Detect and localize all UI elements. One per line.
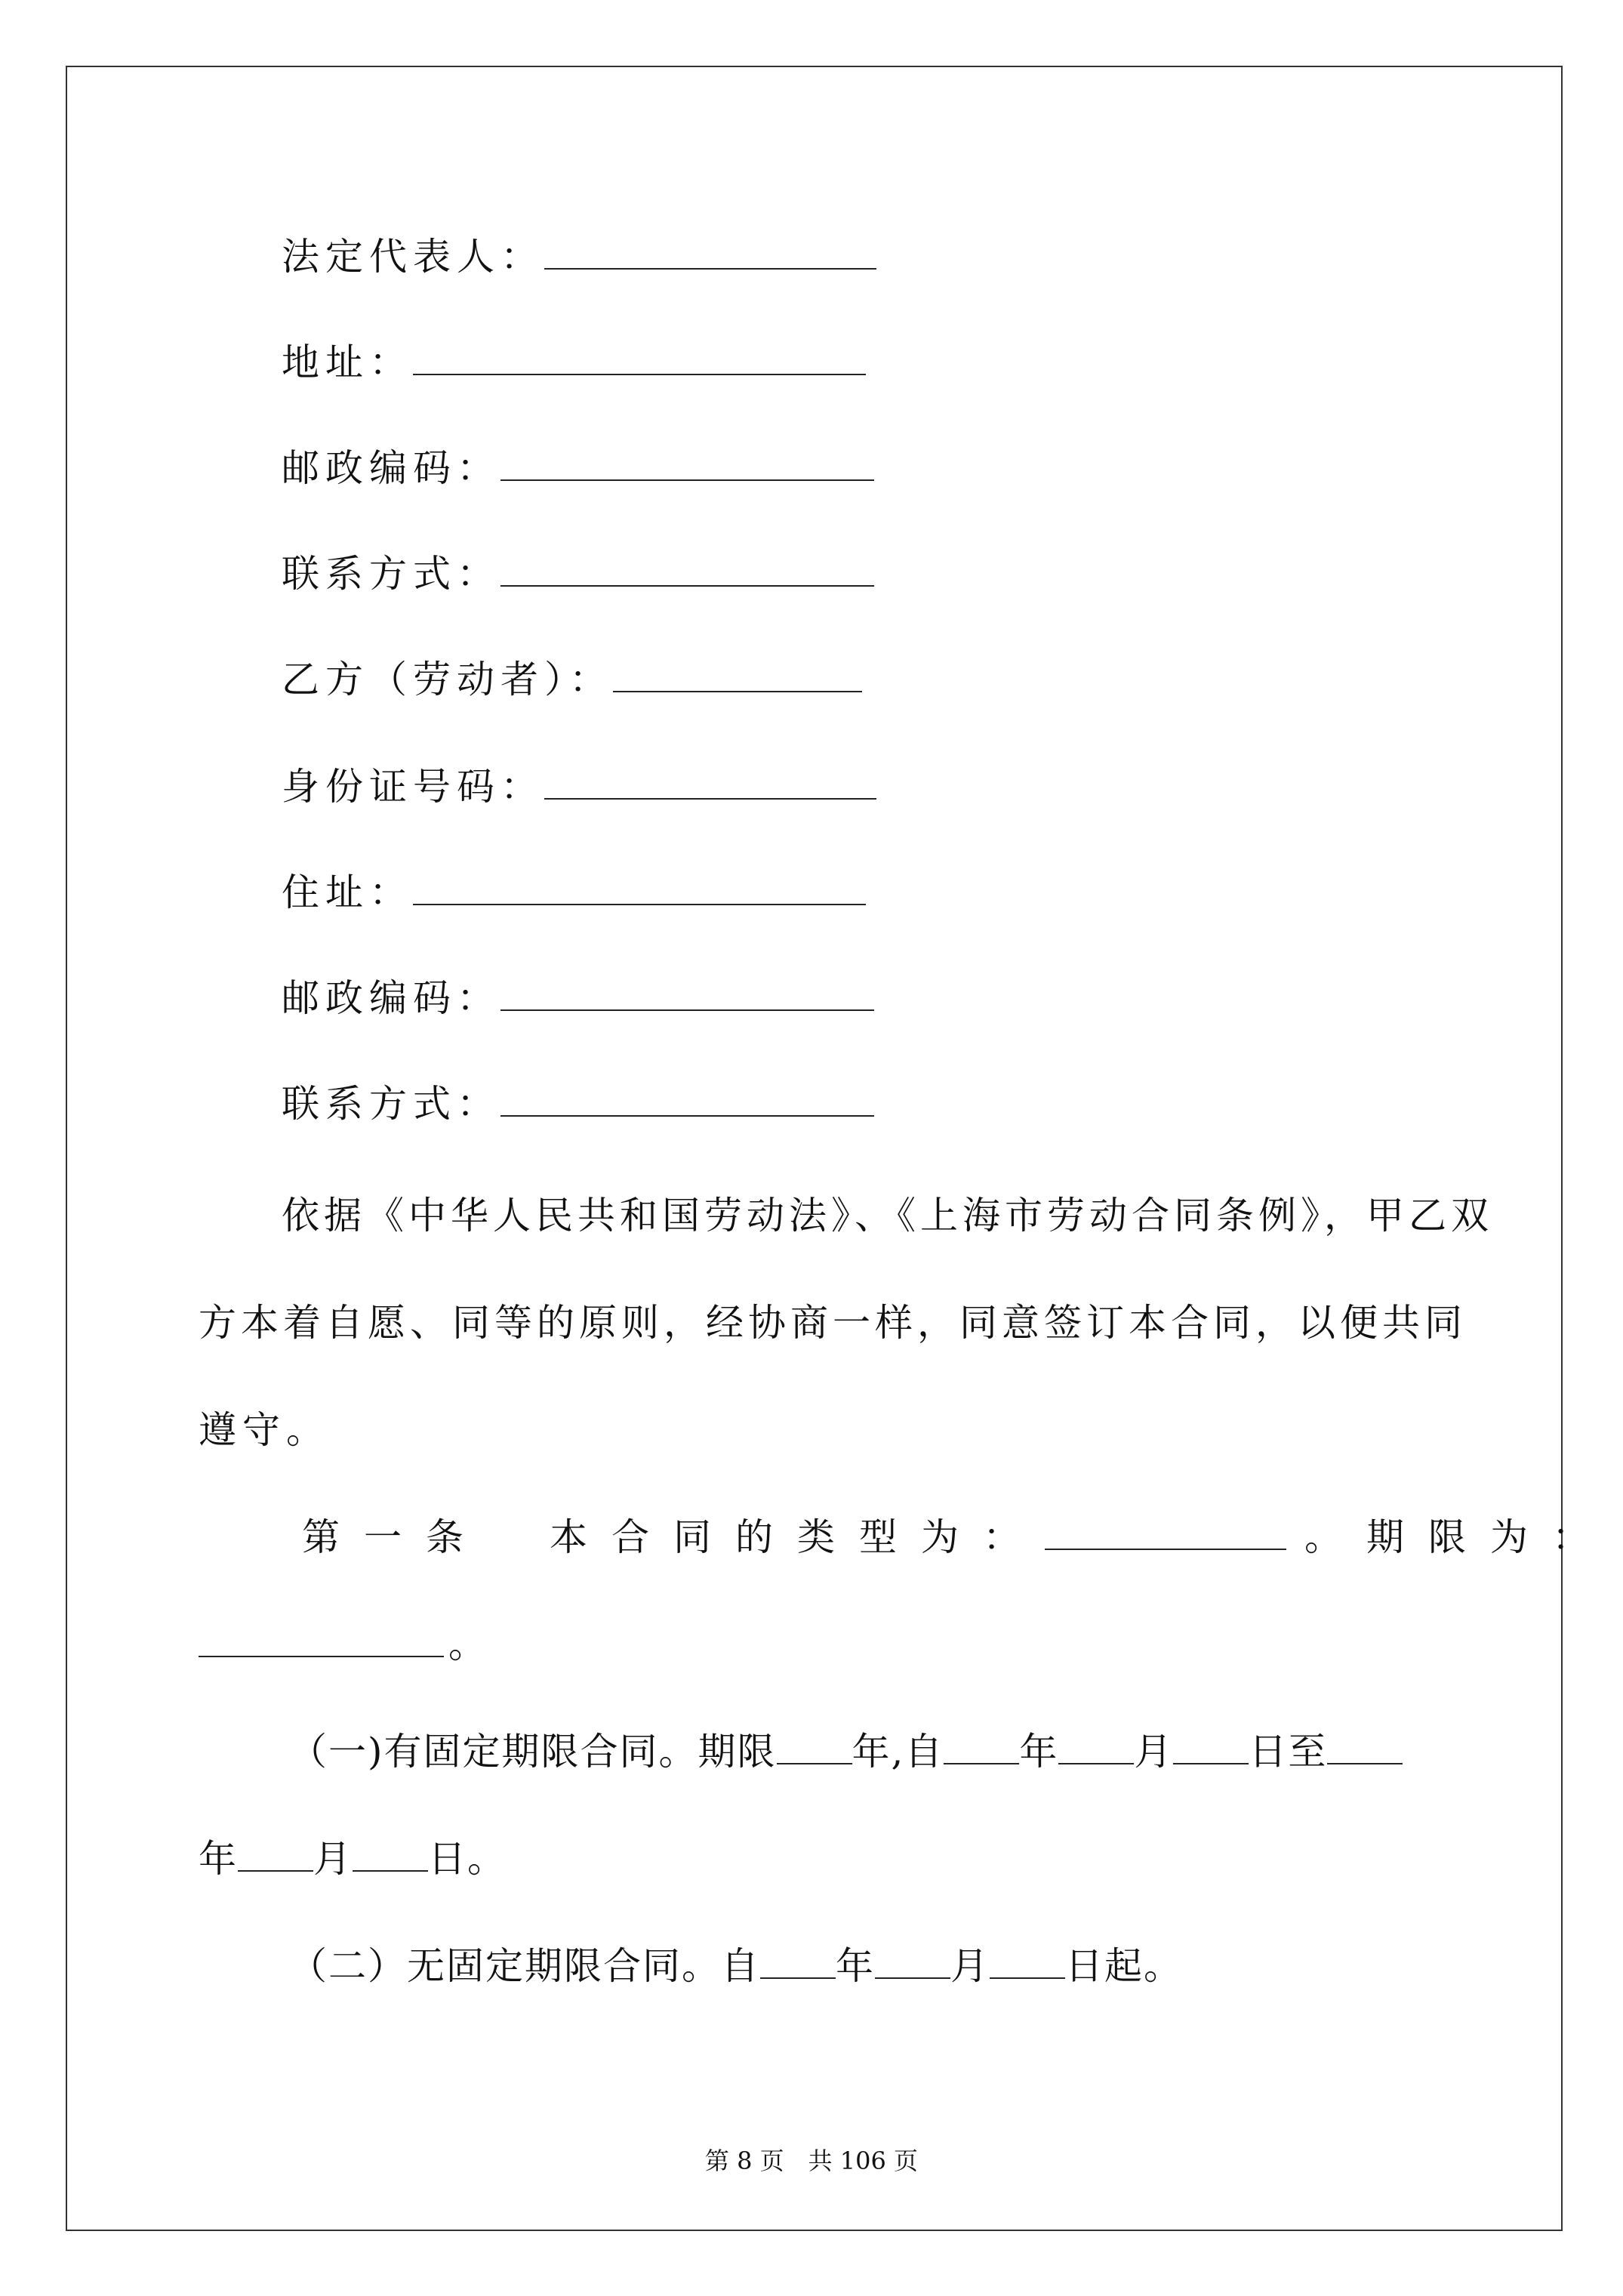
clause-1-d2: 日。 <box>428 1837 507 1881</box>
fill-blank[interactable] <box>1327 1730 1403 1764</box>
field-label: 法定代表人： <box>282 235 544 279</box>
fill-blank[interactable] <box>199 1623 444 1657</box>
preamble-line-3: 遵守。 <box>199 1408 330 1452</box>
clause-1-m2: 月 <box>313 1837 353 1881</box>
fill-blank[interactable] <box>1058 1730 1134 1764</box>
clause-1-line <box>289 1729 1403 1774</box>
field-party-b <box>282 657 862 702</box>
fill-blank[interactable] <box>413 871 866 905</box>
field-residence <box>282 870 866 915</box>
fill-blank[interactable] <box>544 235 876 270</box>
page-footer: 第 8 页 共 106 页 <box>704 2147 919 2175</box>
field-label: 邮政编码： <box>282 976 500 1020</box>
field-label: 乙方（劳动者）： <box>282 658 613 701</box>
article-1-line <box>302 1515 1614 1560</box>
clause-1-lead: （一)有固定期限合同。期限 <box>289 1730 777 1774</box>
field-label: 地址： <box>282 341 413 384</box>
field-label: 联系方式： <box>282 552 500 596</box>
field-postal-code-b <box>282 975 874 1021</box>
article-1-term-text: 。期限为： <box>1304 1515 1614 1559</box>
clause-1-y2: 年 <box>199 1837 238 1881</box>
fill-blank[interactable] <box>353 1837 428 1872</box>
preamble-line-1: 依据《中华人民共和国劳动法》、《上海市劳动合同条例》，甲乙双 <box>282 1194 1493 1237</box>
fill-blank[interactable] <box>944 1730 1019 1764</box>
fill-blank[interactable] <box>777 1730 852 1764</box>
clause-1-y: 年 <box>1019 1730 1059 1774</box>
clause-2-line <box>289 1943 1183 1989</box>
fill-blank[interactable] <box>1173 1730 1249 1764</box>
fill-blank[interactable] <box>760 1944 836 1979</box>
field-id-number <box>282 764 876 809</box>
field-contact <box>282 551 874 596</box>
field-contact-b <box>282 1081 874 1126</box>
fill-blank[interactable] <box>238 1837 313 1872</box>
clause-2-m: 月 <box>950 1944 990 1988</box>
article-1-line-2 <box>199 1622 492 1667</box>
field-label: 联系方式： <box>282 1082 500 1126</box>
field-label: 住址： <box>282 871 413 914</box>
article-1-end: 。 <box>448 1623 492 1666</box>
clause-1-m: 月 <box>1134 1730 1174 1774</box>
fill-blank[interactable] <box>544 765 876 800</box>
article-1-text: 第一条 本合同的类型为： <box>302 1515 1045 1559</box>
clause-2-d: 日起。 <box>1065 1944 1183 1988</box>
fill-blank[interactable] <box>990 1944 1065 1979</box>
field-legal-representative <box>282 234 876 279</box>
fill-blank[interactable] <box>500 552 874 587</box>
clause-1-line-2 <box>199 1836 507 1881</box>
fill-blank[interactable] <box>500 976 874 1011</box>
preamble-line-2: 方本着自愿、同等的原则，经协商一样，同意签订本合同，以便共同 <box>199 1301 1467 1345</box>
field-label: 邮政编码： <box>282 446 500 490</box>
clause-1-year-from: 年,自 <box>852 1730 944 1774</box>
fill-blank[interactable] <box>875 1944 950 1979</box>
field-address <box>282 340 866 385</box>
page-border <box>66 66 1563 2231</box>
fill-blank[interactable] <box>500 1082 874 1117</box>
field-postal-code <box>282 445 874 491</box>
clause-2-lead: （二）无固定期限合同。自 <box>289 1944 760 1988</box>
fill-blank[interactable] <box>500 446 874 481</box>
clause-1-d: 日至 <box>1249 1730 1328 1774</box>
clause-2-y: 年 <box>836 1944 875 1988</box>
fill-blank[interactable] <box>413 341 866 375</box>
fill-blank[interactable] <box>613 658 862 692</box>
fill-blank[interactable] <box>1045 1515 1286 1550</box>
field-label: 身份证号码： <box>282 765 544 809</box>
